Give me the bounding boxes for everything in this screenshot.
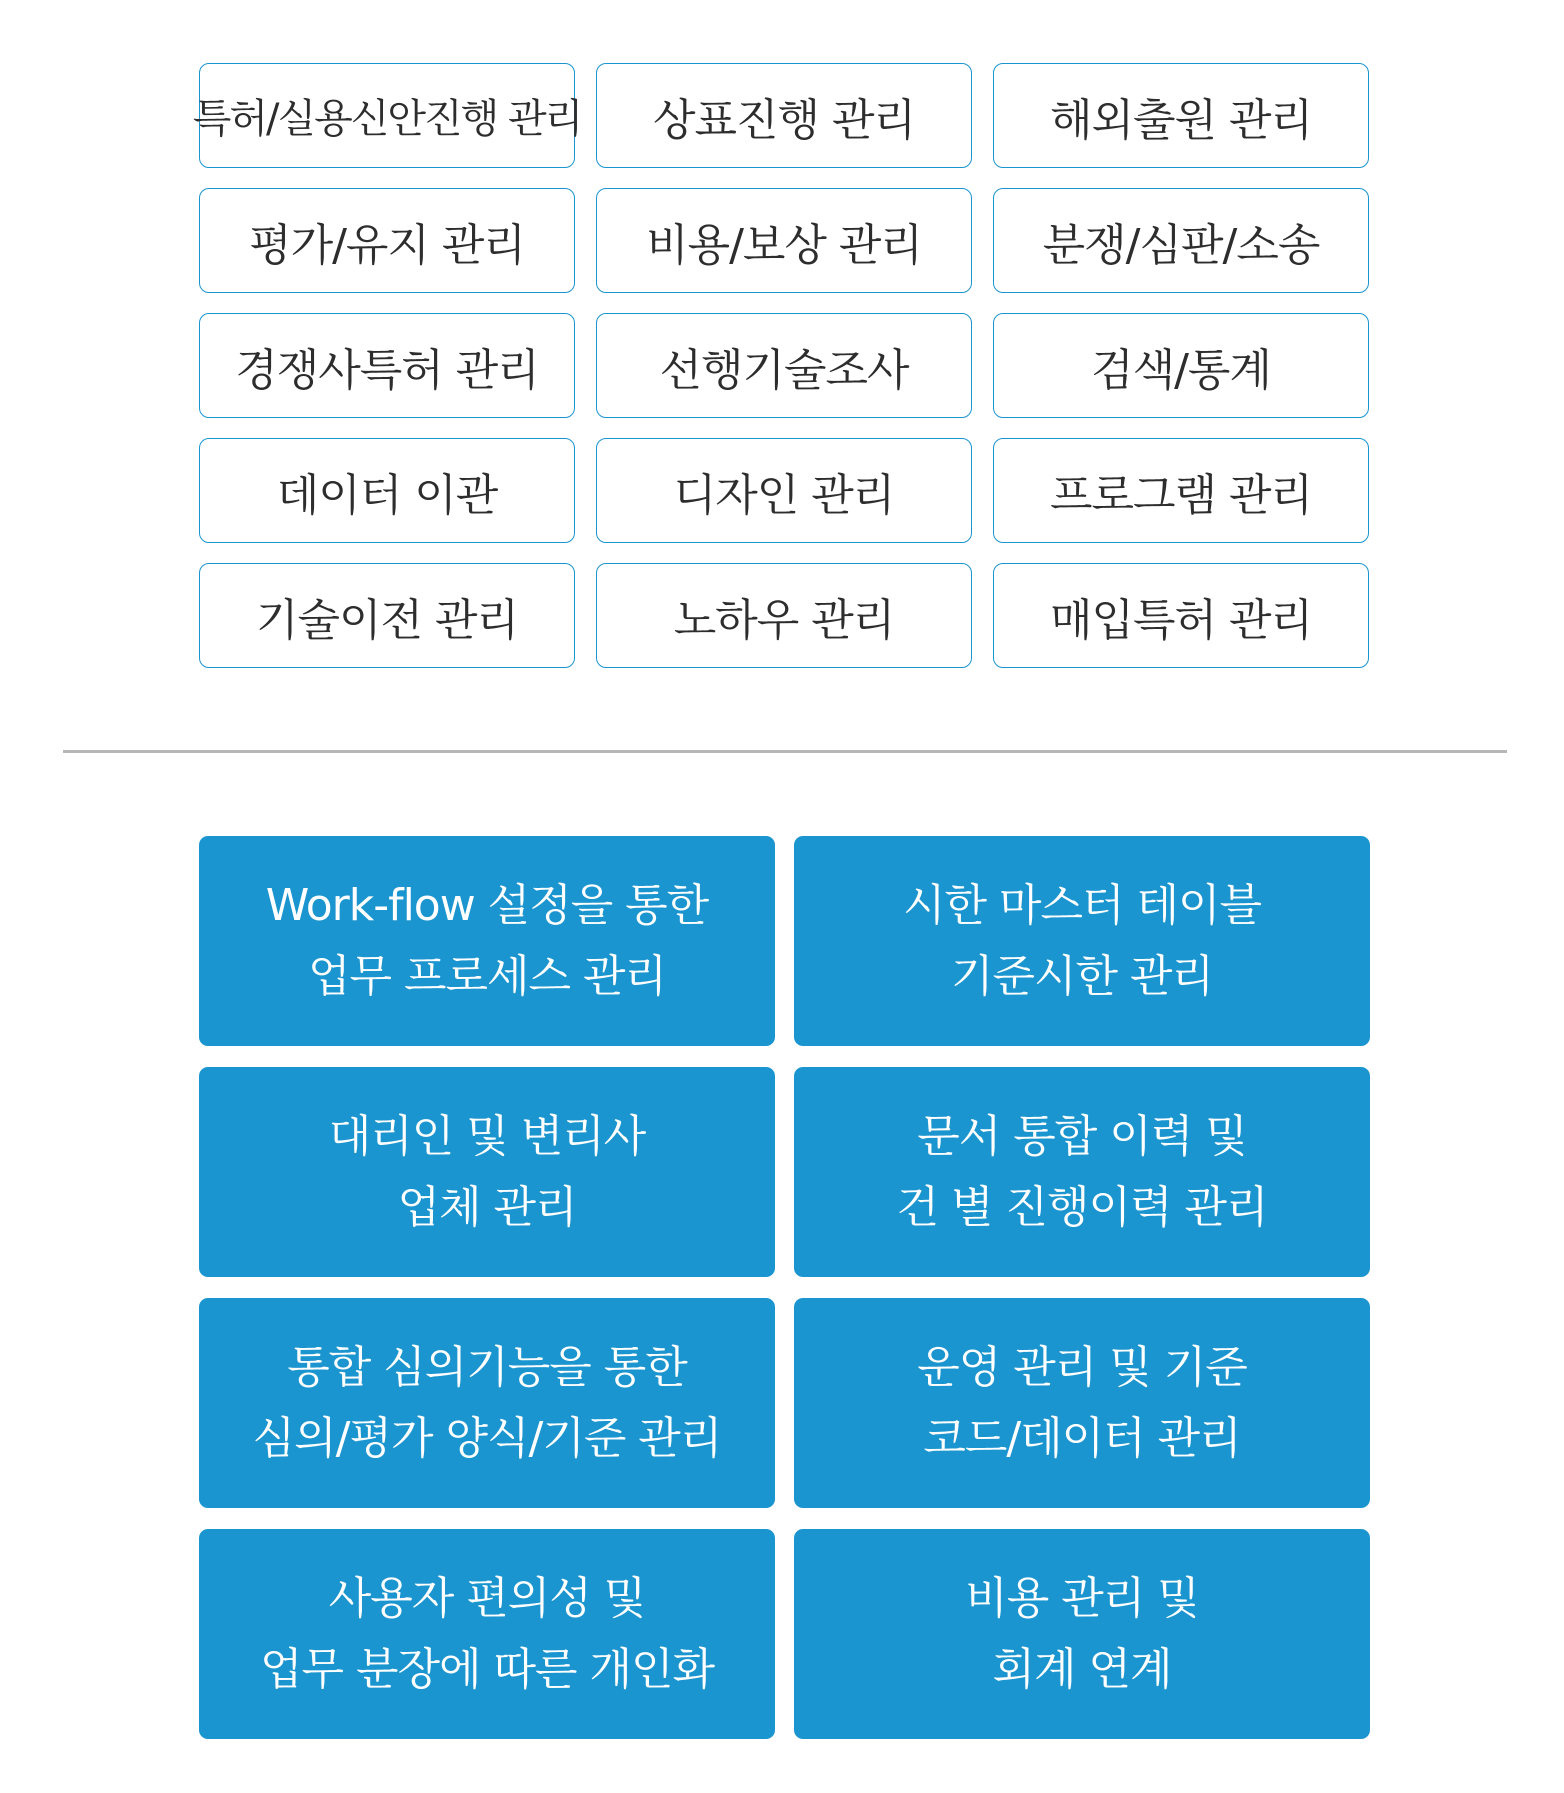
module-search-statistics[interactable]: 검색/통계 xyxy=(993,313,1369,418)
module-design[interactable]: 디자인 관리 xyxy=(596,438,972,543)
feature-personalization[interactable] xyxy=(199,1529,775,1739)
feature-line: 기준시한 관리 xyxy=(950,951,1213,1002)
module-overseas-filing[interactable]: 해외출원 관리 xyxy=(993,63,1369,168)
feature-workflow[interactable] xyxy=(199,836,775,1046)
feature-document-history[interactable] xyxy=(794,1067,1370,1277)
module-know-how[interactable]: 노하우 관리 xyxy=(596,563,972,668)
feature-deadline-master[interactable] xyxy=(794,836,1370,1046)
module-data-migration[interactable]: 데이터 이관 xyxy=(199,438,575,543)
feature-cost-accounting[interactable] xyxy=(794,1529,1370,1739)
feature-line: 심의/평가 양식/기준 관리 xyxy=(252,1413,722,1464)
module-trademark[interactable]: 상표진행 관리 xyxy=(596,63,972,168)
feature-line: 사용자 편의성 및 xyxy=(328,1573,646,1624)
feature-line: 업체 관리 xyxy=(397,1182,577,1233)
module-dispute-trial-litigation[interactable]: 분쟁/심판/소송 xyxy=(993,188,1369,293)
feature-line: 업무 프로세스 관리 xyxy=(307,951,666,1002)
module-cost-compensation[interactable]: 비용/보상 관리 xyxy=(596,188,972,293)
feature-line: 코드/데이터 관리 xyxy=(923,1413,1241,1464)
feature-line: 시한 마스터 테이블 xyxy=(902,880,1261,931)
section-divider xyxy=(63,750,1507,753)
feature-line: 회계 연계 xyxy=(992,1644,1172,1695)
feature-line: 운영 관리 및 기준 xyxy=(917,1342,1247,1393)
module-technology-transfer[interactable]: 기술이전 관리 xyxy=(199,563,575,668)
feature-line: 업무 분장에 따른 개인화 xyxy=(260,1644,714,1695)
feature-line: 대리인 및 변리사 xyxy=(328,1111,646,1162)
module-program[interactable]: 프로그램 관리 xyxy=(993,438,1369,543)
module-competitor-patent[interactable]: 경쟁사특허 관리 xyxy=(199,313,575,418)
feature-line: Work-flow 설정을 통한 xyxy=(265,880,709,931)
module-patent-utility[interactable]: 특허/실용신안진행 관리 xyxy=(199,63,575,168)
feature-grid xyxy=(199,836,1370,1739)
module-grid xyxy=(192,63,1370,668)
feature-line: 건 별 진행이력 관리 xyxy=(896,1182,1268,1233)
feature-line: 비용 관리 및 xyxy=(965,1573,1199,1624)
module-evaluation-maintenance[interactable]: 평가/유지 관리 xyxy=(199,188,575,293)
feature-operation-code[interactable] xyxy=(794,1298,1370,1508)
feature-line: 문서 통합 이력 및 xyxy=(917,1111,1247,1162)
feature-line: 통합 심의기능을 통한 xyxy=(287,1342,687,1393)
feature-agent-attorney[interactable] xyxy=(199,1067,775,1277)
module-purchased-patent[interactable]: 매입특허 관리 xyxy=(993,563,1369,668)
feature-review[interactable] xyxy=(199,1298,775,1508)
module-prior-art-search[interactable]: 선행기술조사 xyxy=(596,313,972,418)
